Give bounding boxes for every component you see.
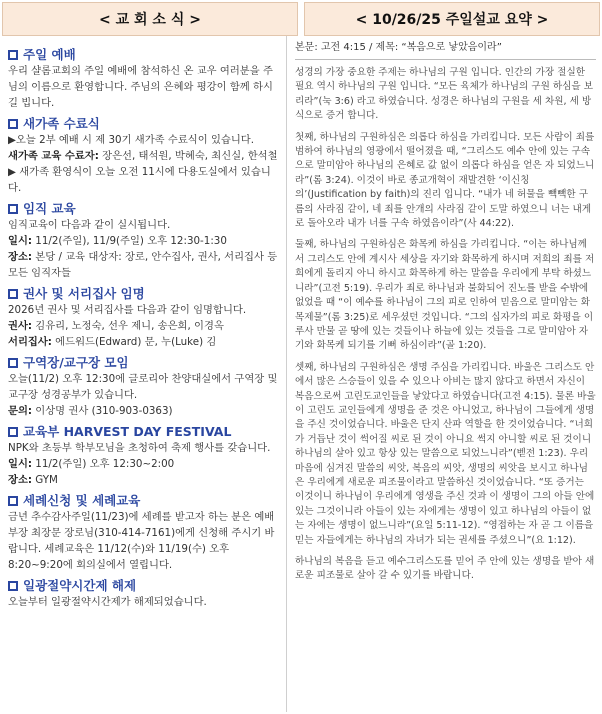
news-section-title [8,285,278,302]
news-section-title [8,492,278,509]
news-section-title [8,423,278,440]
sermon-paragraph: 첫째, 하나님의 구원하심은 의롭다 하심을 가리킵니다. 모든 사람이 죄를 범하여 하나님의 영광에서 떨어졌을 때, “그리스도 예수 안에 있는 구속으로 말미암아 하나님의 은혜로 값 없이 의롭다 하심을 얻은 자 되었느니라”(롬 3:24). 이것이 바로 종교개혁이 재발견한 ‘이신칭의’(Justification by faith)의 진리 입니다. “내가 네 허물을 빽빽한 구름의 사라짐 같이, 네 죄를 안개의 사라짐 같이 도말 하였으니 너는 내게로 돌아오라 내가 너를 구속 하였음이라”(사 44:22). [295,131,595,230]
news-line-label: 일시: [8,458,33,470]
church-news-title: < 교 회 소 식 > [2,2,298,36]
sermon-column [287,36,602,712]
news-line-text: 김유리, 노정숙, 선우 제니, 송은희, 이경옥 [32,320,224,332]
sermon-heading: 본문: 고전 4:15 / 제목: “복음으로 낳았음이라” [295,42,502,53]
news-line-text: 장은선, 태석원, 박혜숙, 최신실, 한석철 [98,150,278,162]
news-line [8,472,278,488]
news-line-text: 오늘부터 일광절약시간제가 해제되었습니다. [8,596,207,608]
header-bar [2,2,600,36]
news-line [8,63,278,111]
news-section-title-text: 임직 교육 [23,201,76,216]
news-line-label: 새가족 교육 수료자: [8,150,99,162]
sermon-paragraph: 셋째, 하나님의 구원하심은 생명 주심을 가리킵니다. 바울은 그리스도 안에서 많은 스승들이 있을 수 있으나 아비는 많지 않다고 하면서 자신이 복음으로써 고린도교인들을 낳았다고 하였습니다(고전 4:15). 물론 바울이 고린도 교인들에게 생명을 준 것은 아니었고, 하나님이 그들에게 생명을 주신 것이었습니다. 바울은 단지 산파 역할을 한 것이었습니다. “너희가 거듭난 것이 썩어질 씨로 된 것이 아니요 썩지 아니할 씨로 된 것이니 하나님의 살아 있고 항상 있는 말씀으로 되었느니라”(벧전 1:23). 우리 마음에 심겨진 말씀의 씨앗, 복음의 씨앗, 생명의 씨앗을 보시고 하나님은 우리에게 새로운 피조물이라고 말씀하신 것이었습니다. “또 증거는 이것이니 하나님이 우리에게 영생을 주신 것과 이 생명이 그의 아들 안에 있는 그것이니라 아들이 있는 자에게는 생명이 있고 하나님의 아들이 없는 자에는 생명이 없느니라”(요일 5:11-12). “영접하는 자 곧 그 이름을 믿는 자들에게는 하나님의 자녀가 되는 권세를 주셨으니”(요 1:12). [295,361,596,546]
square-bullet-icon [8,581,18,591]
news-line-text: 에드워드(Edward) 문, 누(Luke) 김 [51,336,217,348]
news-line-text: 본당 / 교육 대상자: 장로, 안수집사, 권사, 서리집사 등 모든 임직자들 [8,251,278,279]
news-line-text: NPK와 초등부 학부모님을 초청하여 축제 행사를 갖습니다. [8,442,271,454]
square-bullet-icon [8,204,18,214]
news-line [8,132,278,148]
news-section-title-text: 교육부 HARVEST DAY FESTIVAL [23,424,232,439]
news-line-text: ▶ 새가족 환영식이 오늘 오전 11시에 다용도실에서 있습니다. [8,166,271,194]
news-line [8,217,278,233]
sermon-paragraph: 둘째, 하나님의 구원하심은 화목케 하심을 가리킵니다. “이는 하나님께서 그리스도 안에 계시사 세상을 자기와 화목하게 하시며 저희의 죄를 저희에게 돌리지 아니 하시고 화목하게 하는 말씀을 우리에게 부탁 하셨느니라”(고전 5:19). 우리가 죄로 하나님과 불화되어 진노를 받을 수밖에 없었을 때 “이 예수를 하나님이 그의 피로 인하여 믿음으로 말미암는 화목제물”(롬 3:25)로 세우셨던 것입니다. “그의 십자가의 피로 화평을 이루사 만물 곧 땅에 있는 것들이나 하늘에 있는 것들을 그로 말미암아 자기와 화목케 되기를 기뻐 하심이라”(골 1:20). [295,239,595,352]
news-line-label: 장소: [8,474,33,486]
news-line [8,440,278,456]
news-line [8,334,278,350]
news-line-label: 문의: [8,405,33,417]
news-line-text: 임직교육이 다음과 같이 실시됩니다. [8,219,171,231]
news-section-title-text: 새가족 수료식 [23,116,100,131]
news-line [8,594,278,610]
news-line [8,302,278,318]
news-line-text: 오늘(11/2) 오후 12:30에 글로리아 찬양대실에서 구역장 및 교구장 성경공부가 있습니다. [8,373,278,401]
sermon-summary-title: < 10/26/25 주일설교 요약 > [304,2,600,36]
news-line-label: 일시: [8,235,33,247]
news-line [8,403,278,419]
news-section-title [8,115,278,132]
news-section-title [8,577,278,594]
news-line-text: 2026년 권사 및 서리집사를 다음과 같이 임명합니다. [8,304,247,316]
divider [295,59,596,60]
square-bullet-icon [8,427,18,437]
news-section-title-text: 일광절약시간제 해제 [23,578,137,593]
news-line-text: 11/2(주일) 오후 12:30~2:00 [32,458,175,470]
content-columns [0,36,602,712]
news-line-text: ▶오늘 2부 예배 시 제 30기 새가족 수료식이 있습니다. [8,134,255,146]
news-section-title-text: 세례신청 및 세례교육 [23,493,141,508]
news-line [8,509,278,573]
news-line-text: 금년 추수감사주일(11/23)에 세례를 받고자 하는 분은 예배부장 최장문 장로님(310-414-7161)에게 신청해 주시기 바랍니다. 세례교육은 11/12(수)와 11/19(수) 오후 8:20~9:20에 회의실에서 열립니다. [8,511,275,571]
news-line-label: 서리집사: [8,336,52,348]
sermon-paragraph: 하나님의 복음을 듣고 예수그리스도를 믿어 주 안에 있는 생명을 받아 새로운 피조물로 살아 갈 수 있기를 바랍니다. [295,556,595,582]
news-line-text: 우리 샬롬교회의 주일 예배에 참석하신 온 교우 여러분을 주님의 이름으로 환영합니다. 주님의 은혜와 평강이 함께 하시길 빕니다. [8,65,273,109]
square-bullet-icon [8,119,18,129]
sermon-paragraph: 성경의 가장 중요한 주제는 하나님의 구원 입니다. 인간의 가장 절실한 필요 역시 하나님의 구원 입니다. “모든 육체가 하나님의 구원 하심을 보리라”(눅 3:6) 라고 하였습니다. 성경은 하나님의 구원을 세 차원, 세 방식으로 증거 합니다. [295,67,594,122]
square-bullet-icon [8,496,18,506]
news-line-label: 장소: [8,251,33,263]
news-line [8,148,278,164]
news-line-text: GYM [32,474,58,486]
news-section-title [8,200,278,217]
news-line [8,249,278,281]
news-section-title-text: 주일 예배 [23,47,76,62]
sermon-body [295,66,596,584]
news-line [8,318,278,334]
news-line [8,456,278,472]
square-bullet-icon [8,50,18,60]
news-line-label: 권사: [8,320,33,332]
news-section-title-text: 권사 및 서리집사 임명 [23,286,145,301]
news-section-title [8,46,278,63]
news-section-title-text: 구역장/교구장 모임 [23,355,129,370]
square-bullet-icon [8,289,18,299]
news-section-title [8,354,278,371]
news-line [8,164,278,196]
news-line-text: 11/2(주일), 11/9(주일) 오후 12:30-1:30 [32,235,227,247]
news-line [8,233,278,249]
news-line [8,371,278,403]
church-news-column [0,36,287,712]
square-bullet-icon [8,358,18,368]
news-line-text: 이상명 권사 (310-903-0363) [32,405,173,417]
